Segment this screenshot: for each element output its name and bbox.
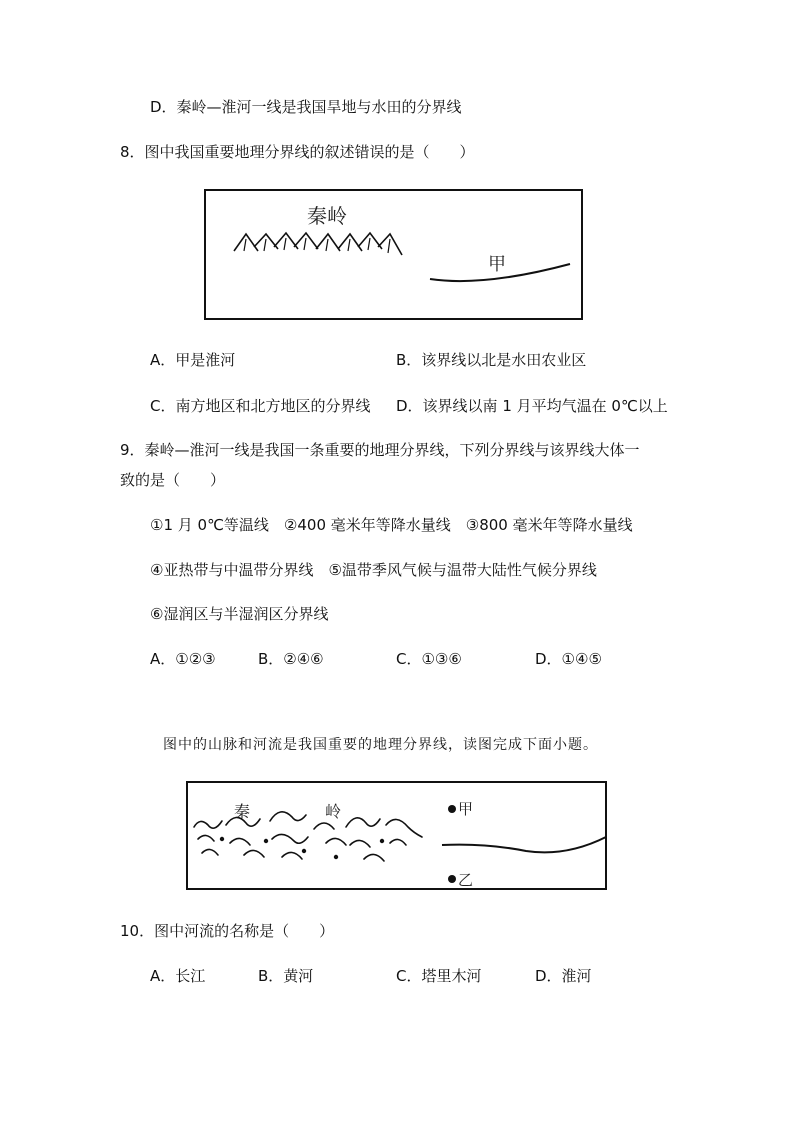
q8-figure: [204, 189, 584, 321]
q10-option-a: A．长江: [150, 967, 206, 985]
q8-option-a: A．甲是淮河: [150, 351, 236, 369]
q9-option-d: D．①④⑤: [535, 650, 602, 668]
q8-river-label: 甲: [488, 254, 506, 275]
q9-stem-line-2: 致的是（ ）: [120, 471, 226, 489]
q10-option-d: D．淮河: [535, 967, 592, 985]
q9-option-b: B．②④⑥: [258, 650, 324, 668]
q8-stem: 8．图中我国重要地理分界线的叙述错误的是（ ）: [120, 143, 475, 161]
mountain-hatch-symbol: [194, 812, 422, 861]
q10-stem: 10．图中河流的名称是（ ）: [120, 922, 335, 940]
mountain-label-ling: 岭: [325, 802, 342, 821]
point-yi-label: 乙: [458, 871, 474, 889]
q8-figure-frame: [205, 190, 582, 319]
point-jia-label: 甲: [458, 800, 474, 818]
q9-items-line-2: ④亚热带与中温带分界线 ⑤温带季风气候与温带大陆性气候分界线: [150, 561, 597, 579]
point-jia-marker: [448, 805, 456, 813]
mountain-label-qin: 秦: [234, 802, 251, 821]
q9-stem-line-1: 9．秦岭—淮河一线是我国一条重要的地理分界线，下列分界线与该界线大体一: [120, 441, 640, 459]
q10-option-b: B．黄河: [258, 967, 314, 985]
q8-option-c: C．南方地区和北方地区的分界线: [150, 397, 371, 415]
q8-mountain-label: 秦岭: [307, 204, 347, 228]
q10-figure: [186, 781, 608, 891]
q10-option-c: C．塔里木河: [396, 967, 482, 985]
point-yi-marker: [448, 875, 456, 883]
q8-option-d: D．该界线以南 1 月平均气温在 0℃以上: [396, 397, 668, 415]
section-intro: 图中的山脉和河流是我国重要的地理分界线，读图完成下面小题。: [163, 737, 598, 753]
q9-items-line-1: ①1 月 0℃等温线 ②400 毫米年等降水量线 ③800 毫米年等降水量线: [150, 516, 633, 534]
q9-option-a: A．①②③: [150, 650, 216, 668]
q9-option-c: C．①③⑥: [396, 650, 462, 668]
mountain-range-symbol: [234, 233, 402, 255]
q8-option-b: B．该界线以北是水田农业区: [396, 351, 587, 369]
q10-figure-frame: [187, 782, 606, 889]
q7-option-d: D．秦岭—淮河一线是我国旱地与水田的分界线: [150, 98, 462, 116]
q10-river-line: [442, 837, 606, 852]
q9-items-line-3: ⑥湿润区与半湿润区分界线: [150, 605, 329, 623]
